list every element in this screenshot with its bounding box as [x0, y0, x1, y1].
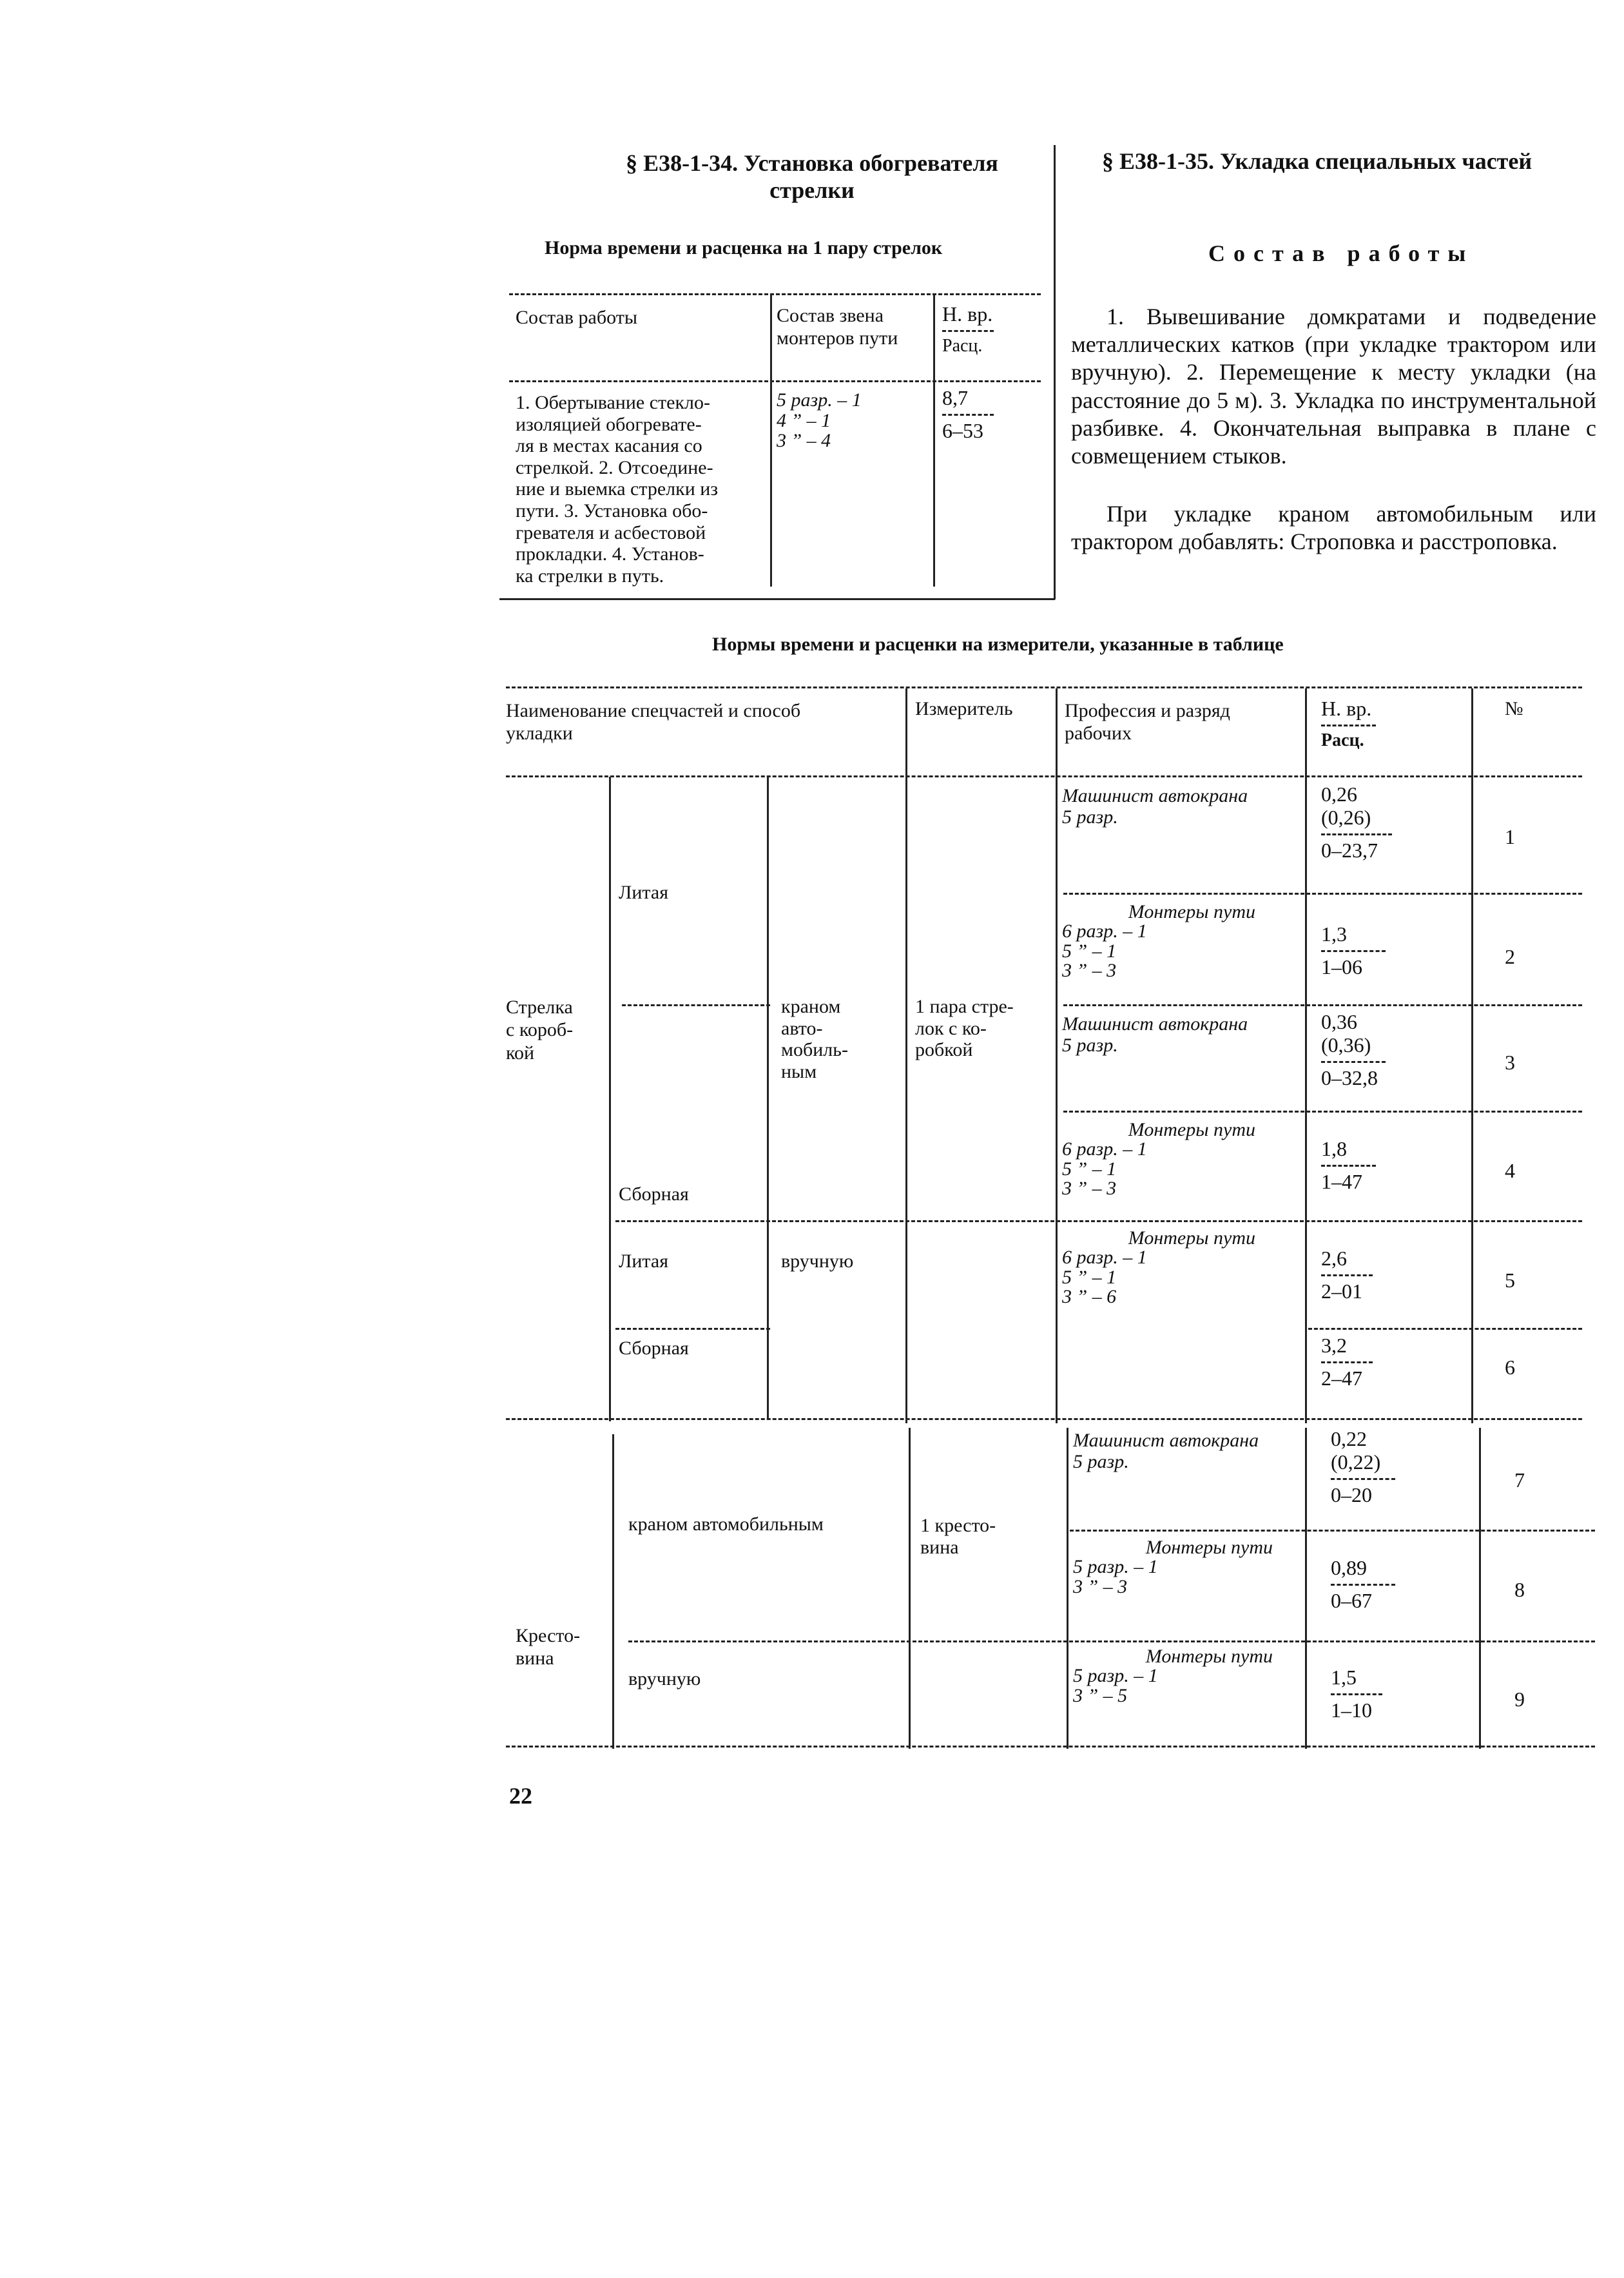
subtype-assembled-2: Сборная [619, 1338, 689, 1359]
small-table-crew-text: 5 разр. – 1 4 ” – 1 3 ” – 4 [777, 389, 862, 451]
main-table-bottom-rule [506, 1746, 1595, 1747]
col-divider-number [1471, 688, 1473, 1423]
profession-row-4: Монтеры пути 6 разр. – 1 5 ” – 1 3 ” – 3 [1062, 1119, 1255, 1200]
column-separator [1054, 145, 1056, 599]
measure-group1: 1 пара стре- лок с ко- робкой [915, 996, 1014, 1061]
norm-rate-row-9: 1,5 1–10 [1331, 1666, 1382, 1722]
small-table-header-work: Состав работы [516, 307, 637, 328]
subtype-rule-left [622, 1004, 770, 1006]
row-rule-2-3 [1063, 1004, 1582, 1006]
subtype-cast-2: Литая [619, 1251, 668, 1272]
row-number-1: 1 [1505, 825, 1515, 848]
row-number-4: 4 [1505, 1159, 1515, 1182]
small-table-top-rule [509, 293, 1041, 295]
norm-rate-row-6: 3,2 2–47 [1321, 1334, 1373, 1390]
small-table-norm-rate: 8,7 6–53 [942, 387, 994, 443]
small-table-col-divider-1 [770, 295, 772, 587]
section-heading-e38-1-34: § Е38-1-34. Установка обогревателя стрелки [626, 150, 998, 204]
work-composition-title: Состав работы [1208, 240, 1474, 266]
work-composition-paragraph-1: 1. Вывешивание домкратами и подведение металлических катков (при укладке трактором или вручную). 2. Перемещение к месту укладки (на расстояние до 5 м). 3. Укладка по инструментальной разбивке. 4. Окончательная выправка в плане с совмещением стыков. [1071, 304, 1596, 469]
norm-caption: Норма времени и расценка на 1 пару стрелок [545, 237, 943, 258]
measure-group2: 1 кресто- вина [920, 1515, 996, 1558]
row-rule-7-8 [1070, 1530, 1595, 1532]
method-crane-group2: краном автомобильным [628, 1514, 824, 1535]
small-table-header-norm: Н. вр. Расц. [942, 302, 993, 356]
col-divider-measure [905, 688, 907, 1423]
profession-row-9: Монтеры пути 5 разр. – 1 3 ” – 5 [1073, 1646, 1273, 1706]
header-name: Наименование спецчастей и способ укладки [506, 700, 801, 745]
norm-rate-row-5: 2,6 2–01 [1321, 1247, 1373, 1303]
method-crane-group1: краном авто- мобиль- ным [781, 996, 848, 1082]
header-profession: Профессия и разряд рабочих [1065, 700, 1230, 745]
row-number-8: 8 [1514, 1578, 1525, 1601]
profession-row-7: Машинист автокрана 5 разр. [1073, 1430, 1259, 1472]
norm-rate-row-3: 0,36 (0,36) 0–32,8 [1321, 1011, 1386, 1089]
header-norm: Н. вр. Расц. [1321, 697, 1376, 750]
row-number-3: 3 [1505, 1051, 1515, 1074]
group-crossing: Кресто- вина [516, 1625, 581, 1670]
row-number-7: 7 [1514, 1468, 1525, 1492]
row-number-5: 5 [1505, 1269, 1515, 1292]
small-table-col-divider-2 [933, 295, 935, 587]
profession-row-5: Монтеры пути 6 разр. – 1 5 ” – 1 3 ” – 6 [1062, 1227, 1255, 1308]
norm-rate-row-8: 0,89 0–67 [1331, 1557, 1395, 1613]
col-divider-norm [1305, 688, 1307, 1423]
main-table-group-rule [506, 1418, 1582, 1420]
profession-row-3: Машинист автокрана 5 разр. [1062, 1013, 1248, 1056]
profession-row-2: Монтеры пути 6 разр. – 1 5 ” – 1 3 ” – 3 [1062, 901, 1255, 982]
col-divider-measure-2 [909, 1428, 911, 1749]
row-rule-3-4 [1063, 1111, 1582, 1113]
col-divider-number-2 [1479, 1428, 1481, 1749]
header-number: № [1505, 698, 1523, 719]
col-divider-profession [1056, 688, 1058, 1423]
method-manual-group2: вручную [628, 1668, 701, 1689]
small-table-header-rule [509, 380, 1041, 382]
profession-row-1: Машинист автокрана 5 разр. [1062, 785, 1248, 828]
row-rule-8-9 [628, 1640, 1595, 1642]
row-number-2: 2 [1505, 945, 1515, 968]
row-rule-5-6 [615, 1328, 770, 1330]
main-table-caption: Нормы времени и расценки на измерители, указанные в таблице [712, 634, 1284, 655]
page-number: 22 [509, 1783, 532, 1809]
col-divider-subtype [609, 777, 611, 1421]
norm-rate-row-7: 0,22 (0,22) 0–20 [1331, 1428, 1395, 1506]
col-divider-profession-2 [1067, 1428, 1068, 1749]
subtype-cast-1: Литая [619, 882, 668, 903]
row-rule-4-5 [615, 1220, 1582, 1222]
norm-rate-row-2: 1,3 1–06 [1321, 923, 1386, 979]
col-divider-method [767, 777, 769, 1418]
left-table-bottom-rule [499, 598, 1055, 600]
main-table-header-rule [506, 775, 1582, 777]
profession-row-8: Монтеры пути 5 разр. – 1 3 ” – 3 [1073, 1537, 1273, 1597]
row-rule-1-2 [1063, 893, 1582, 895]
norm-rate-row-4: 1,8 1–47 [1321, 1138, 1376, 1194]
small-table-header-crew: Состав звена монтеров пути [777, 305, 898, 349]
row-rule-5-6-right [1308, 1328, 1582, 1330]
group-switch-with-box: Стрелка с короб- кой [506, 997, 574, 1064]
small-table-work-text: 1. Обертывание стекло- изоляцией обогревате- ля в местах касания со стрелкой. 2. Отсоедине- ние и выемка стрелки из пути. 3. Установка обо- гревателя и асбестовой прокладки. 4. Установ- ка стрелки в путь. [516, 392, 719, 587]
col-divider-subtype-2 [612, 1434, 614, 1749]
row-number-6: 6 [1505, 1356, 1515, 1379]
col-divider-norm-2 [1305, 1428, 1307, 1749]
method-manual-group1: вручную [781, 1251, 854, 1272]
work-composition-paragraph-2: При укладке краном автомобильным или трактором добавлять: Строповка и расстроповка. [1071, 501, 1596, 555]
norm-rate-row-1: 0,26 (0,26) 0–23,7 [1321, 783, 1392, 862]
section-heading-e38-1-35: § Е38-1-35. Укладка специальных частей [1102, 148, 1532, 174]
header-measure: Измеритель [915, 698, 1013, 719]
subtype-assembled-1: Сборная [619, 1183, 689, 1205]
main-table-top-rule [506, 686, 1582, 688]
row-number-9: 9 [1514, 1688, 1525, 1711]
